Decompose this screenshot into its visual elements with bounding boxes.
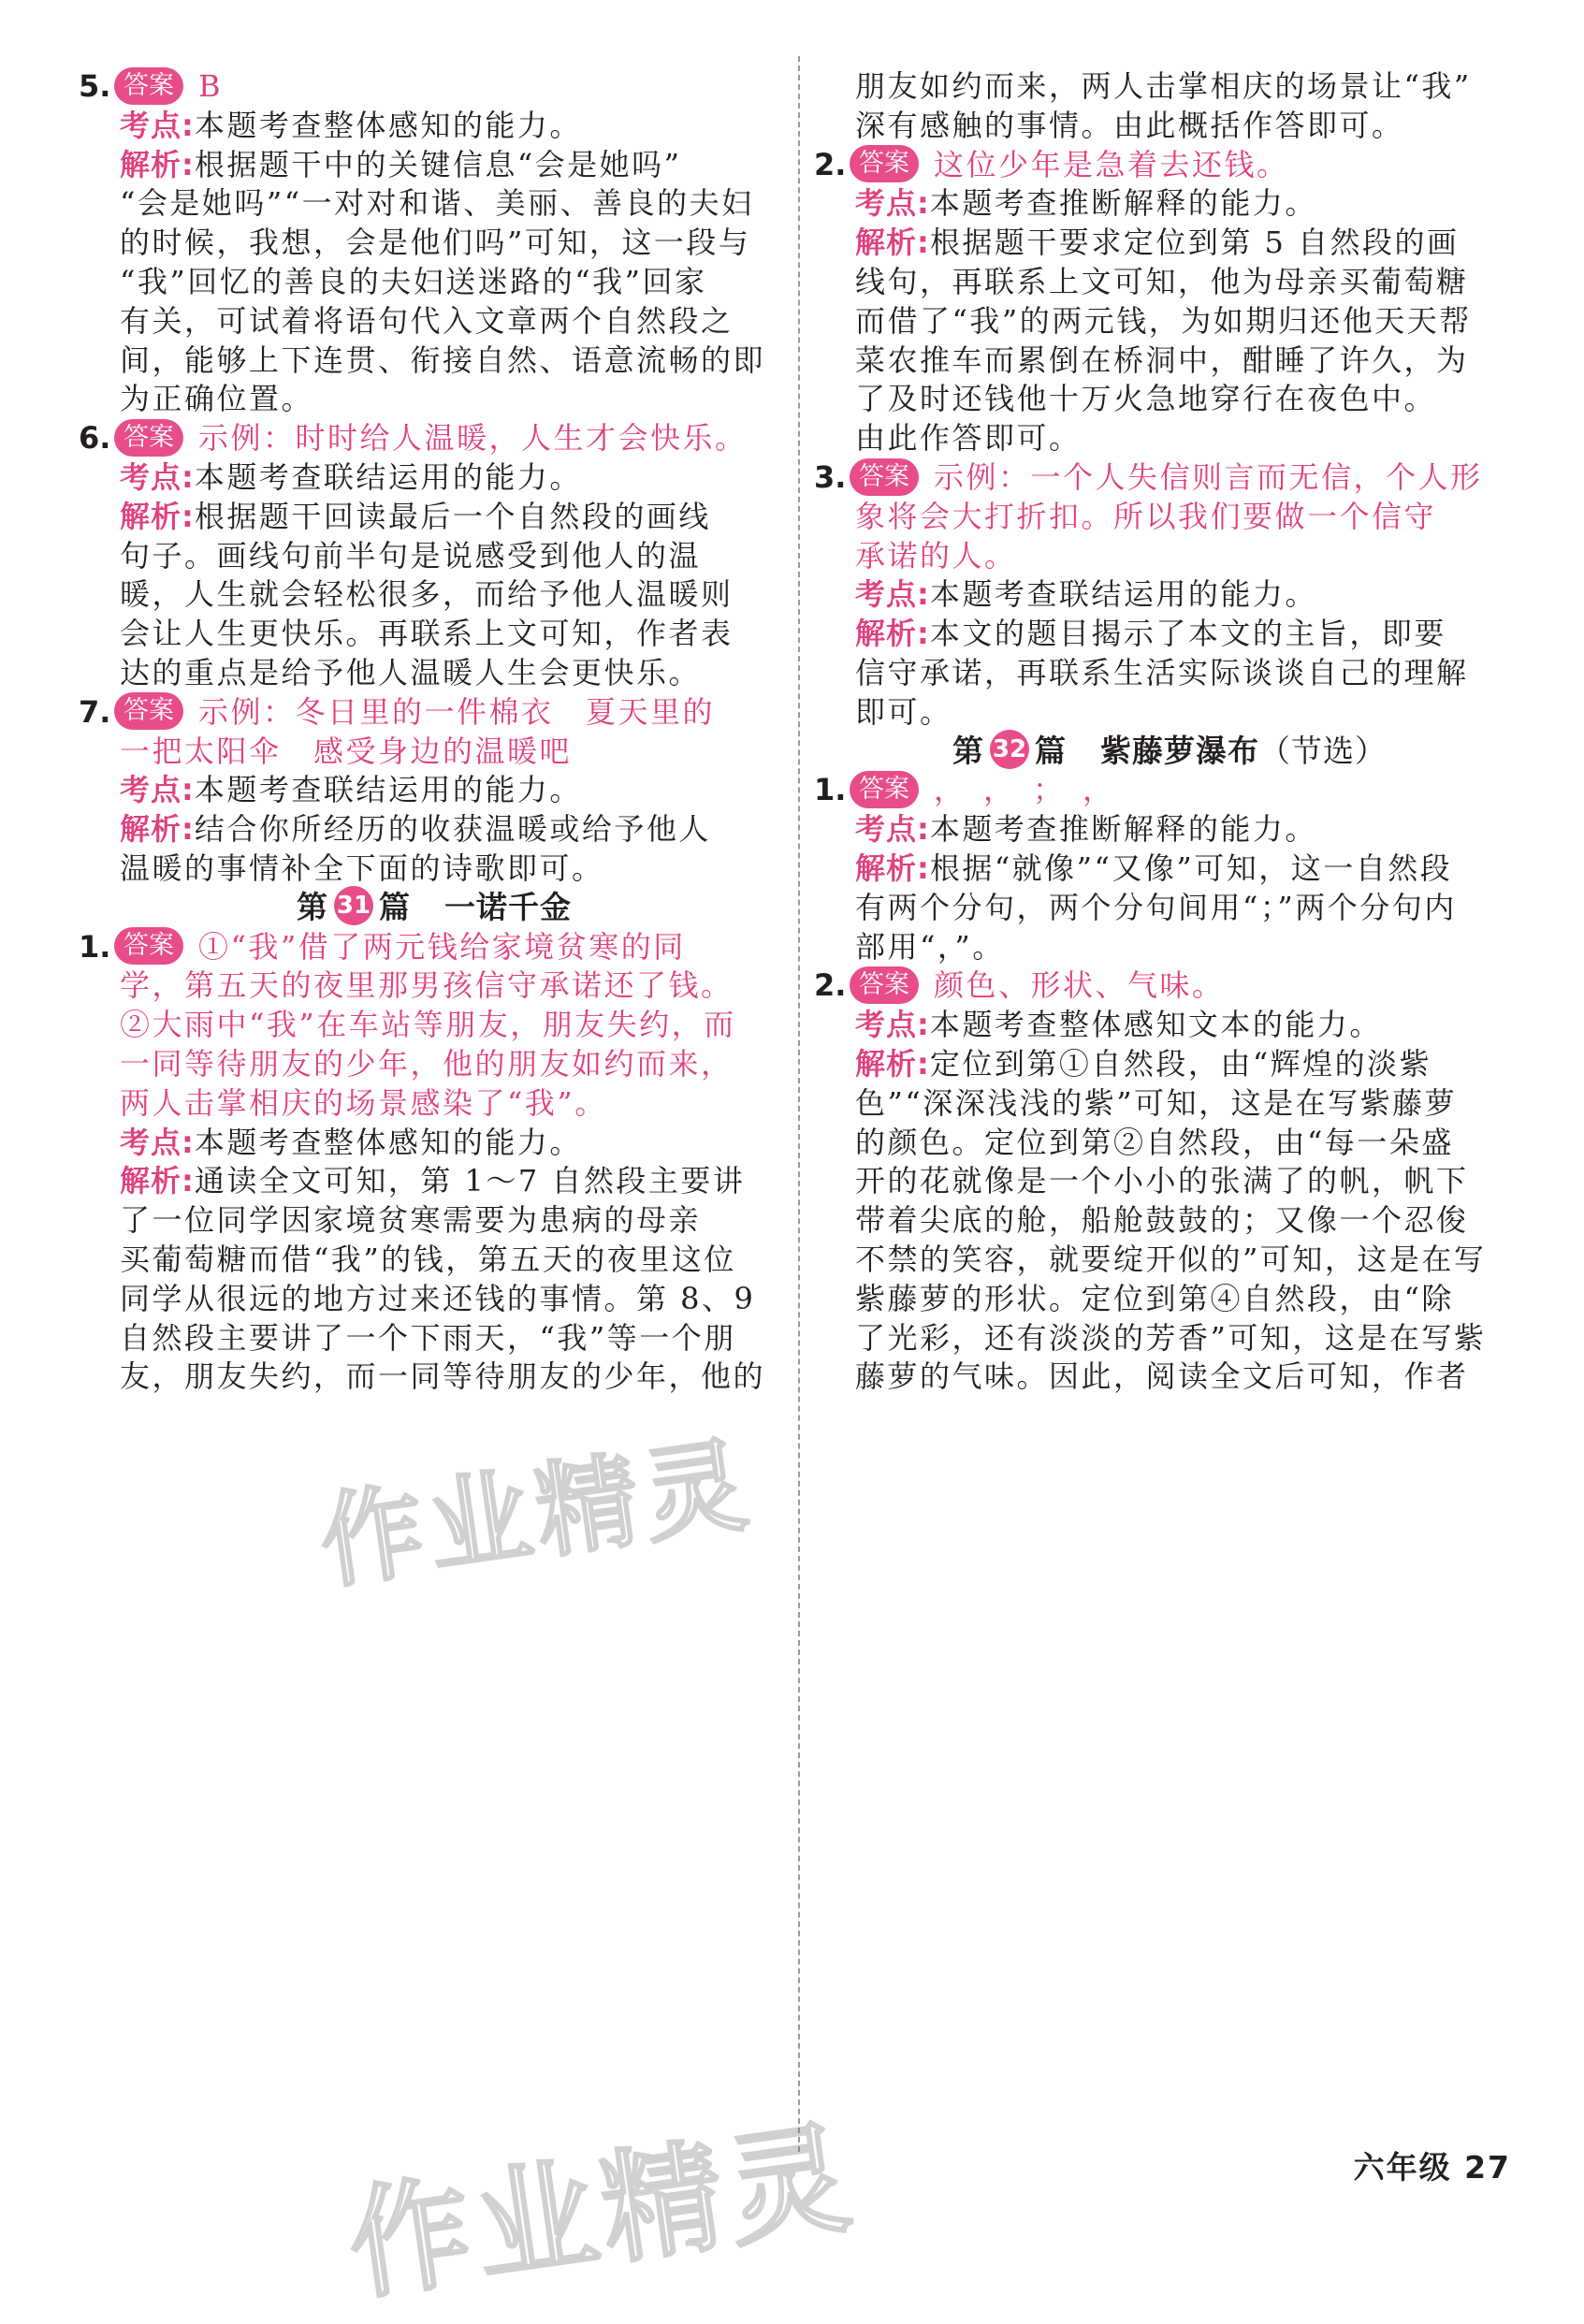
- s31q1-jiexi-line: [79, 1348, 765, 1404]
- watermark: 作业精灵: [312, 1424, 760, 1604]
- kaodian-text: 本题考查推断解释的能力。: [929, 185, 1317, 222]
- section-subtitle: （节选）: [1259, 732, 1387, 769]
- answer-text: 一同等待朋友的少年，他的朋友如约而来，: [120, 1046, 734, 1082]
- jiexi-text: 菜农推车而累倒在桥洞中，酣睡了许久，为: [855, 341, 1469, 378]
- jiexi-text: 达的重点是给予他人温暖人生会更快乐。: [120, 655, 702, 690]
- jiexi-text: 色”“深深浅浅的紫”可知，这是在写紫藤萝: [855, 1084, 1458, 1121]
- jiexi-text: 而借了“我”的两元钱，为如期归还他天天帮: [855, 302, 1472, 339]
- section-name: 一诺千金: [444, 888, 572, 925]
- jiexi-text: 根据题干回读最后一个自然段的画线: [194, 498, 711, 534]
- section-suffix: 篇: [379, 888, 411, 925]
- jiexi-text: 定位到第①自然段，由“辉煌的淡紫: [929, 1046, 1432, 1082]
- jiexi-label: 解析:: [120, 498, 195, 534]
- jiexi-text: 自然段主要讲了一个下雨天，“我”等一个朋: [120, 1319, 736, 1356]
- jiexi-text: 深有感触的事情。由此概括作答即可。: [855, 107, 1404, 143]
- question-number: 1.: [814, 772, 847, 808]
- jiexi-label: 解析:: [120, 811, 195, 848]
- kaodian-text: 本题考查整体感知的能力。: [194, 107, 582, 143]
- grade-label: 六年级: [1353, 2149, 1452, 2186]
- jiexi-text: 买葡萄糖而借“我”的钱，第五天的夜里这位: [120, 1242, 736, 1277]
- question-number: 2.: [814, 967, 847, 1004]
- jiexi-label: 解析:: [855, 1046, 930, 1082]
- watermark: 作业精灵: [340, 2105, 865, 2318]
- jiexi-label: 解析:: [855, 225, 930, 261]
- answer-badge: 答案: [114, 692, 183, 730]
- jiexi-text: 为正确位置。: [120, 381, 314, 417]
- answer-text: ， ， ； ，: [934, 772, 1115, 808]
- jiexi-text: 通读全文可知，第 1～7 自然段主要讲: [194, 1163, 746, 1199]
- kaodian-label: 考点:: [120, 107, 195, 143]
- column-divider: [798, 56, 800, 2152]
- kaodian-text: 本题考查推断解释的能力。: [929, 811, 1317, 848]
- page-number: 27: [1464, 2149, 1511, 2186]
- kaodian-label: 考点:: [855, 1007, 930, 1043]
- kaodian-text: 本题考查整体感知的能力。: [194, 1124, 582, 1160]
- answer-text: 这位少年是急着去还钱。: [934, 146, 1289, 182]
- answer-text: 两人击掌相庆的场景感染了“我”。: [120, 1084, 607, 1121]
- jiexi-label: 解析:: [855, 850, 930, 886]
- answer-text: 示例：一个人失信则言而无信，个人形: [934, 459, 1483, 495]
- answer-text: ②大雨中“我”在车站等朋友，朋友失约，而: [120, 1007, 736, 1043]
- question-number: 7.: [79, 693, 111, 730]
- answer-text: 颜色、形状、气味。: [934, 967, 1225, 1004]
- jiexi-text: 根据“就像”“又像”可知，这一自然段: [929, 850, 1453, 886]
- answer-badge: 答案: [850, 771, 919, 808]
- question-number: 6.: [79, 420, 111, 457]
- jiexi-text: 本文的题目揭示了本文的主旨，即要: [929, 616, 1446, 652]
- kaodian-text: 本题考查联结运用的能力。: [194, 459, 582, 495]
- kaodian-label: 考点:: [120, 1124, 195, 1160]
- jiexi-text: 暖，人生就会轻松很多，而给予他人温暖则: [120, 576, 734, 613]
- jiexi-label: 解析:: [855, 616, 930, 652]
- answer-text: 承诺的人。: [855, 537, 1017, 574]
- answer-text: 示例：时时给人温暖，人生才会快乐。: [198, 420, 748, 457]
- section-prefix: 第: [952, 732, 984, 769]
- page-footer: [1354, 2144, 1511, 2191]
- kaodian-text: 本题考查整体感知文本的能力。: [929, 1007, 1382, 1043]
- section-name: 紫藤萝瀑布: [1100, 732, 1259, 769]
- jiexi-text: 藤萝的气味。因此，阅读全文后可知，作者: [855, 1358, 1469, 1395]
- jiexi-text: 温暖的事情补全下面的诗歌即可。: [120, 850, 604, 886]
- answer-badge: 答案: [114, 67, 183, 105]
- jiexi-text: 根据题干要求定位到第 5 自然段的画: [929, 225, 1460, 261]
- jiexi-text: 间，能够上下连贯、衔接自然、语意流畅的即: [120, 341, 766, 378]
- jiexi-text: 有关，可试着将语句代入文章两个自然段之: [120, 302, 734, 339]
- jiexi-text: 了及时还钱他十万火急地穿行在夜色中。: [855, 381, 1437, 417]
- jiexi-text: 线句，再联系上文可知，他为母亲买葡萄糖: [855, 264, 1469, 299]
- jiexi-text: 开的花就像是一个小小的张满了的帆，帆下: [855, 1163, 1469, 1199]
- question-number: 2.: [814, 146, 847, 182]
- section-prefix: 第: [297, 888, 328, 925]
- answer-text: 一把太阳伞 感受身边的温暖吧: [120, 733, 573, 769]
- section-number-badge: 31: [334, 886, 373, 925]
- kaodian-label: 考点:: [855, 811, 930, 848]
- question-number: 1.: [79, 928, 111, 965]
- answer-badge: 答案: [850, 145, 919, 182]
- jiexi-text: 根据题干中的关键信息“会是她吗”: [194, 146, 682, 182]
- answer-badge: 答案: [850, 458, 919, 496]
- jiexi-label: 解析:: [120, 146, 195, 182]
- jiexi-text: 会让人生更快乐。再联系上文可知，作者表: [120, 616, 734, 652]
- kaodian-label: 考点:: [855, 185, 930, 222]
- jiexi-text: 即可。: [855, 693, 952, 730]
- answer-text: 示例：冬日里的一件棉衣 夏天里的: [198, 693, 716, 730]
- question-number: 5.: [79, 68, 111, 104]
- jiexi-text: 了光彩，还有淡淡的芳香”可知，这是在写紫: [855, 1319, 1487, 1356]
- kaodian-text: 本题考查联结运用的能力。: [929, 576, 1317, 613]
- jiexi-text: 了一位同学因家境贫寒需要为患病的母亲: [120, 1202, 702, 1239]
- jiexi-text: 的时候，我想，会是他们吗”可知，这一段与: [120, 225, 751, 261]
- kaodian-text: 本题考查联结运用的能力。: [194, 772, 582, 808]
- jiexi-text: 不禁的笑容，就要绽开似的”可知，这是在写: [855, 1242, 1487, 1277]
- answer-text: 象将会大打折扣。所以我们要做一个信守: [855, 498, 1437, 534]
- jiexi-text: “会是她吗”“一对对和谐、美丽、善良的夫妇: [120, 185, 754, 222]
- jiexi-text: 朋友如约而来，两人击掌相庆的场景让“我”: [855, 68, 1472, 104]
- answer-badge: 答案: [114, 419, 183, 457]
- jiexi-text: 紫藤萝的形状。定位到第④自然段，由“除: [855, 1280, 1454, 1316]
- jiexi-text: 句子。画线句前半句是说感受到他人的温: [120, 537, 702, 574]
- section-number-badge: 32: [990, 730, 1029, 769]
- answer-badge: 答案: [114, 927, 183, 965]
- jiexi-text: 的颜色。定位到第②自然段，由“每一朵盛: [855, 1124, 1454, 1160]
- answer-text: B: [198, 68, 224, 104]
- kaodian-label: 考点:: [855, 576, 930, 613]
- jiexi-text: 由此作答即可。: [855, 420, 1082, 457]
- answer-text: ①“我”借了两元钱给家境贫寒的同: [198, 928, 686, 965]
- jiexi-label: 解析:: [120, 1163, 195, 1199]
- kaodian-label: 考点:: [120, 772, 195, 808]
- s32q2-jiexi-line: [814, 1348, 1469, 1404]
- jiexi-text: 同学从很远的地方过来还钱的事情。第 8、9: [120, 1280, 756, 1316]
- jiexi-text: 有两个分句，两个分句间用“；”两个分句内: [855, 889, 1457, 925]
- section-suffix: 篇: [1035, 732, 1067, 769]
- answer-text: 学，第五天的夜里那男孩信守承诺还了钱。: [120, 967, 734, 1004]
- jiexi-text: “我”回忆的善良的夫妇送迷路的“我”回家: [120, 264, 707, 299]
- question-number: 3.: [814, 459, 847, 495]
- jiexi-text: 信守承诺，再联系生活实际谈谈自己的理解: [855, 655, 1469, 690]
- jiexi-text: 带着尖底的舱，船舱鼓鼓的；又像一个忍俊: [855, 1202, 1469, 1239]
- jiexi-text: 友，朋友失约，而一同等待朋友的少年，他的: [120, 1358, 766, 1395]
- answer-badge: 答案: [850, 966, 919, 1004]
- kaodian-label: 考点:: [120, 459, 195, 495]
- jiexi-text: 部用“，”。: [855, 928, 1005, 965]
- jiexi-text: 结合你所经历的收获温暖或给予他人: [194, 811, 711, 848]
